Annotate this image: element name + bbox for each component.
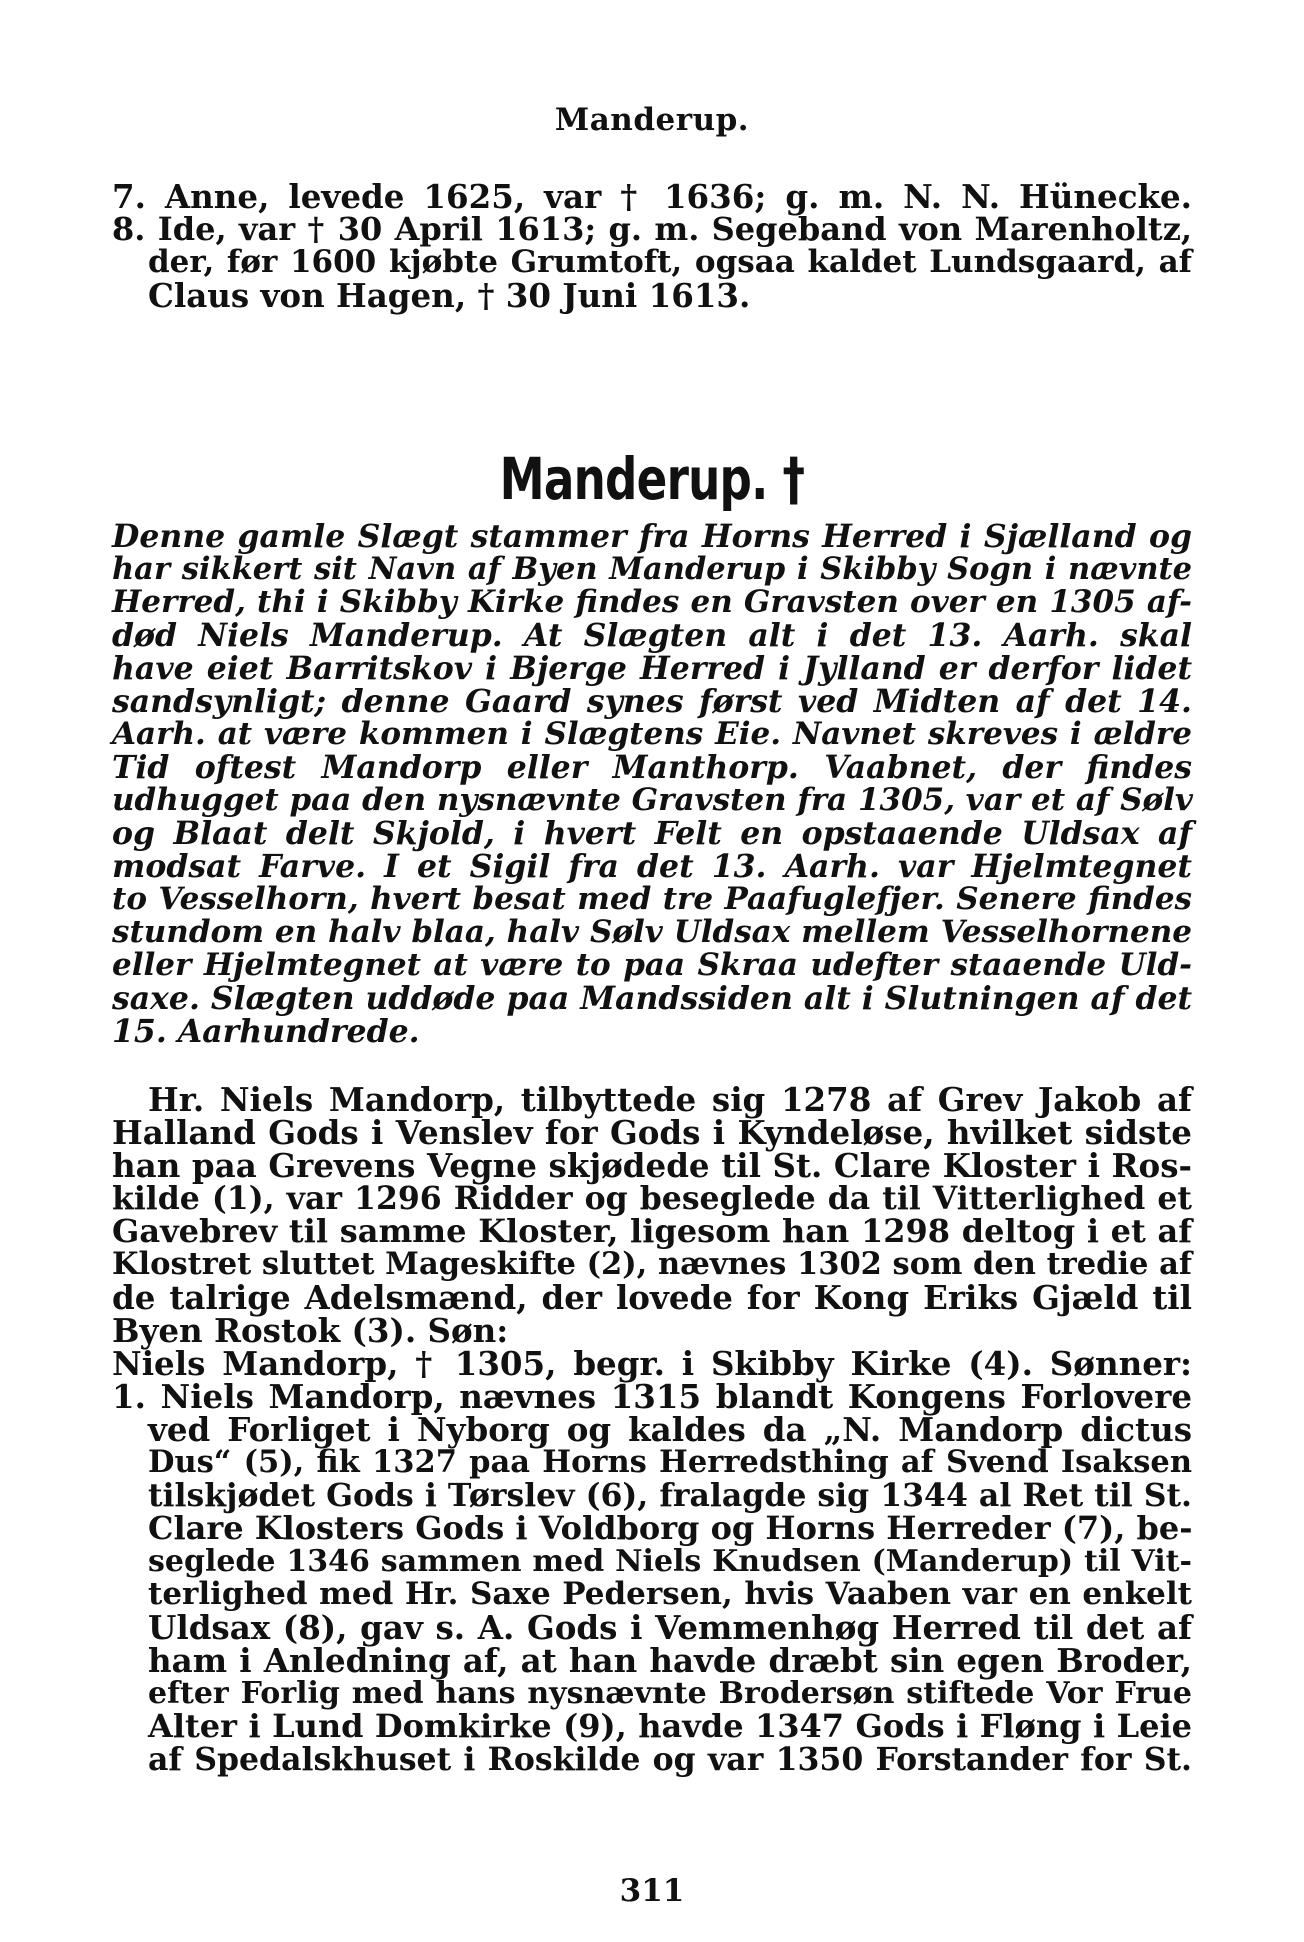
entry-line: Claus von Hagen, † 30 Juni 1613. — [148, 276, 751, 315]
body-line: Hr. Niels Mandorp, tilbyttede sig 1278 af Grev Jakob af — [148, 1080, 1192, 1119]
intro-line: sandsynligt; denne Gaard synes først ved Midten af det 14. — [112, 683, 1192, 720]
intro-line: to Vesselhorn, hvert besat med tre Paafuglefjer. Senere findes — [112, 881, 1192, 917]
intro-line: saxe. Slægten uddøde paa Mandssiden alt i Slutningen af det — [112, 980, 1193, 1017]
body-line: ham i Anledning af, at han havde dræbt sin egen Broder, — [148, 1641, 1192, 1680]
body-line: Halland Gods i Venslev for Gods i Kyndeløse, hvilket sidste — [112, 1113, 1192, 1152]
body-line: seglede 1346 sammen med Niels Knudsen (Manderup) til Vit- — [148, 1544, 1192, 1579]
intro-line: Aarh. at være kommen i Slægtens Eie. Navnet skreves i ældre — [112, 716, 1192, 752]
body-line: tilskjødet Gods i Tørslev (6), fralagde sig 1344 al Ret til St. — [148, 1477, 1192, 1514]
section-title: Manderup. † — [499, 445, 805, 513]
body-line: Byen Rostok (3). Søn: — [112, 1311, 509, 1350]
body-line: Klostret sluttet Mageskifte (2), nævnes 1302 som den tredie af — [112, 1246, 1192, 1282]
body-line: Clare Klosters Gods i Voldborg og Horns Herreder (7), be- — [148, 1509, 1193, 1547]
intro-line: Herred, thi i Skibby Kirke findes en Gravsten over en 1305 af- — [112, 584, 1192, 620]
intro-line: udhugget paa den nysnævnte Gravsten fra 1305, var et af Sølv — [112, 782, 1193, 818]
intro-line: og Blaat delt Skjold, i hvert Felt en opstaaende Uldsax af — [112, 815, 1192, 852]
running-head: Manderup. — [554, 102, 750, 138]
body-line: Niels Mandorp, † 1305, begr. i Skibby Kirke (4). Sønner: — [112, 1344, 1192, 1383]
intro-line: Tid oftest Mandorp eller Manthorp. Vaabnet, der findes — [112, 749, 1192, 786]
body-line: terlighed med Hr. Saxe Pedersen, hvis Vaaben var en enkelt — [148, 1576, 1192, 1612]
body-line: Dus“ (5), fik 1327 paa Horns Herredsthing af Svend Isaksen — [148, 1444, 1192, 1480]
intro-line: eller Hjelmtegnet at være to paa Skraa udefter staaende Uld- — [112, 947, 1192, 983]
body-line: han paa Grevens Vegne skjødede til St. Clare Kloster i Ros- — [112, 1146, 1192, 1185]
body-line: ved Forliget i Nyborg og kaldes da „N. Mandorp dictus — [148, 1410, 1192, 1449]
body-line: Uldsax (8), gav s. A. Gods i Vemmenhøg Herred til det af — [148, 1608, 1192, 1647]
intro-line: har sikkert sit Navn af Byen Manderup i Skibby Sogn i nævnte — [112, 551, 1192, 587]
body-line: de talrige Adelsmænd, der lovede for Kong Eriks Gjæld til — [112, 1278, 1192, 1317]
body-line: efter Forlig med hans nysnævnte Brodersøn stiftede Vor Frue — [148, 1676, 1192, 1711]
body-line: kilde (1), var 1296 Ridder og beseglede da til Vitterlighed et — [112, 1180, 1192, 1217]
body-line: Gavebrev til samme Kloster, ligesom han 1298 deltog i et af — [112, 1212, 1192, 1250]
page-number: 311 — [619, 1873, 685, 1909]
intro-line: stundom en halv blaa, halv Sølv Uldsax mellem Vesselhornene — [112, 914, 1192, 950]
intro-line: Denne gamle Slægt stammer fra Horns Herred i Sjælland og — [112, 518, 1192, 555]
body-line: af Spedalskhuset i Roskilde og var 1350 Forstander for St. — [148, 1741, 1192, 1778]
body-line: 1. Niels Mandorp, nævnes 1315 blandt Kongens Forlovere — [112, 1377, 1192, 1416]
intro-line: have eiet Barritskov i Bjerge Herred i Jylland er derfor lidet — [112, 650, 1192, 687]
entry-line: 8. Ide, var † 30 April 1613; g. m. Segeband von Marenholtz, — [112, 210, 1192, 248]
entry-line: der, før 1600 kjøbte Grumtoft, ogsaa kaldet Lundsgaard, af — [148, 244, 1192, 280]
entry-line: 7. Anne, levede 1625, var † 1636; g. m. N. N. Hünecke. — [112, 177, 1192, 216]
intro-line: modsat Farve. I et Sigil fra det 13. Aarh. var Hjelmtegnet — [112, 848, 1192, 885]
intro-line: 15. Aarhundrede. — [112, 1013, 420, 1050]
intro-line: død Niels Manderup. At Slægten alt i det 13. Aarh. skal — [112, 617, 1192, 654]
body-line: Alter i Lund Domkirke (9), havde 1347 Gods i Fløng i Leie — [148, 1707, 1192, 1745]
